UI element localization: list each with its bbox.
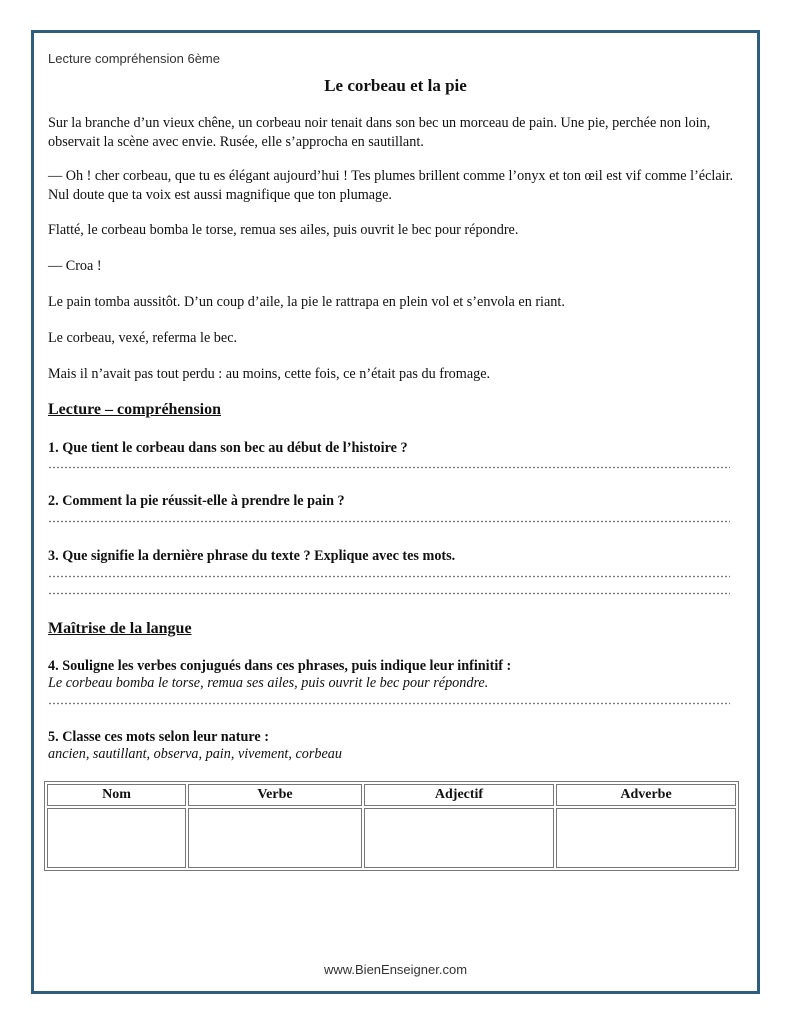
story-paragraph: Le corbeau, vexé, referma le bec. — [48, 330, 238, 346]
answer-line-3a[interactable] — [48, 575, 730, 578]
story-paragraph: Sur la branche d’un vieux chêne, un corbeau noir tenait dans son bec un morceau de pain. Une pie, perchée non loin, observait la scène avec envie. Rusée, elle s’approcha en sautillant. — [48, 115, 711, 150]
column-header-adverbe: Adverbe — [556, 784, 736, 806]
column-header-adjectif: Adjectif — [364, 784, 554, 806]
story-paragraph: — Oh ! cher corbeau, que tu es élégant aujourd’hui ! Tes plumes brillent comme l’onyx et ton œil est vif comme l’éclair. Nul doute que ta voix est aussi magnifique que ton plumage. — [48, 168, 734, 203]
question-4-sentence: Le corbeau bomba le torse, remua ses ailes, puis ouvrit le bec pour répondre. — [48, 675, 489, 691]
answer-line-1[interactable] — [48, 466, 730, 469]
question-2: 2. Comment la pie réussit-elle à prendre le pain ? — [48, 493, 345, 509]
answer-cell-nom[interactable] — [47, 808, 186, 868]
table-header-row — [47, 784, 736, 806]
story-paragraph: Mais il n’avait pas tout perdu : au moins, cette fois, ce n’était pas du fromage. — [48, 366, 491, 382]
answer-cell-adverbe[interactable] — [556, 808, 736, 868]
footer-website: www.BienEnseigner.com — [323, 962, 468, 977]
answer-cell-adjectif[interactable] — [364, 808, 554, 868]
worksheet-frame — [31, 30, 760, 994]
question-4: 4. Souligne les verbes conjugués dans ces phrases, puis indique leur infinitif : — [48, 658, 512, 674]
answer-line-4[interactable] — [48, 702, 730, 705]
story-paragraph: Flatté, le corbeau bomba le torse, remua ses ailes, puis ouvrit le bec pour répondre. — [48, 222, 519, 238]
answer-line-2[interactable] — [48, 520, 730, 523]
reading-section-title: Lecture – compréhension — [48, 401, 222, 418]
column-header-nom: Nom — [47, 784, 186, 806]
story-title: Le corbeau et la pie — [324, 76, 467, 95]
question-1: 1. Que tient le corbeau dans son bec au début de l’histoire ? — [48, 440, 408, 456]
question-5: 5. Classe ces mots selon leur nature : — [48, 729, 269, 745]
table-answer-row — [47, 808, 736, 868]
word-classification-table — [44, 781, 739, 871]
language-section-title: Maîtrise de la langue — [48, 620, 192, 637]
story-paragraph: Le pain tomba aussitôt. D’un coup d’aile, la pie le rattrapa en plein vol et s’envola en riant. — [48, 294, 565, 310]
worksheet-level-label: Lecture compréhension 6ème — [48, 51, 220, 66]
answer-cell-verbe[interactable] — [188, 808, 362, 868]
column-header-verbe: Verbe — [188, 784, 362, 806]
answer-line-3b[interactable] — [48, 592, 730, 595]
question-5-word-list: ancien, sautillant, observa, pain, vivement, corbeau — [48, 746, 342, 762]
question-3: 3. Que signifie la dernière phrase du texte ? Explique avec tes mots. — [48, 548, 456, 564]
story-paragraph: — Croa ! — [48, 258, 102, 274]
